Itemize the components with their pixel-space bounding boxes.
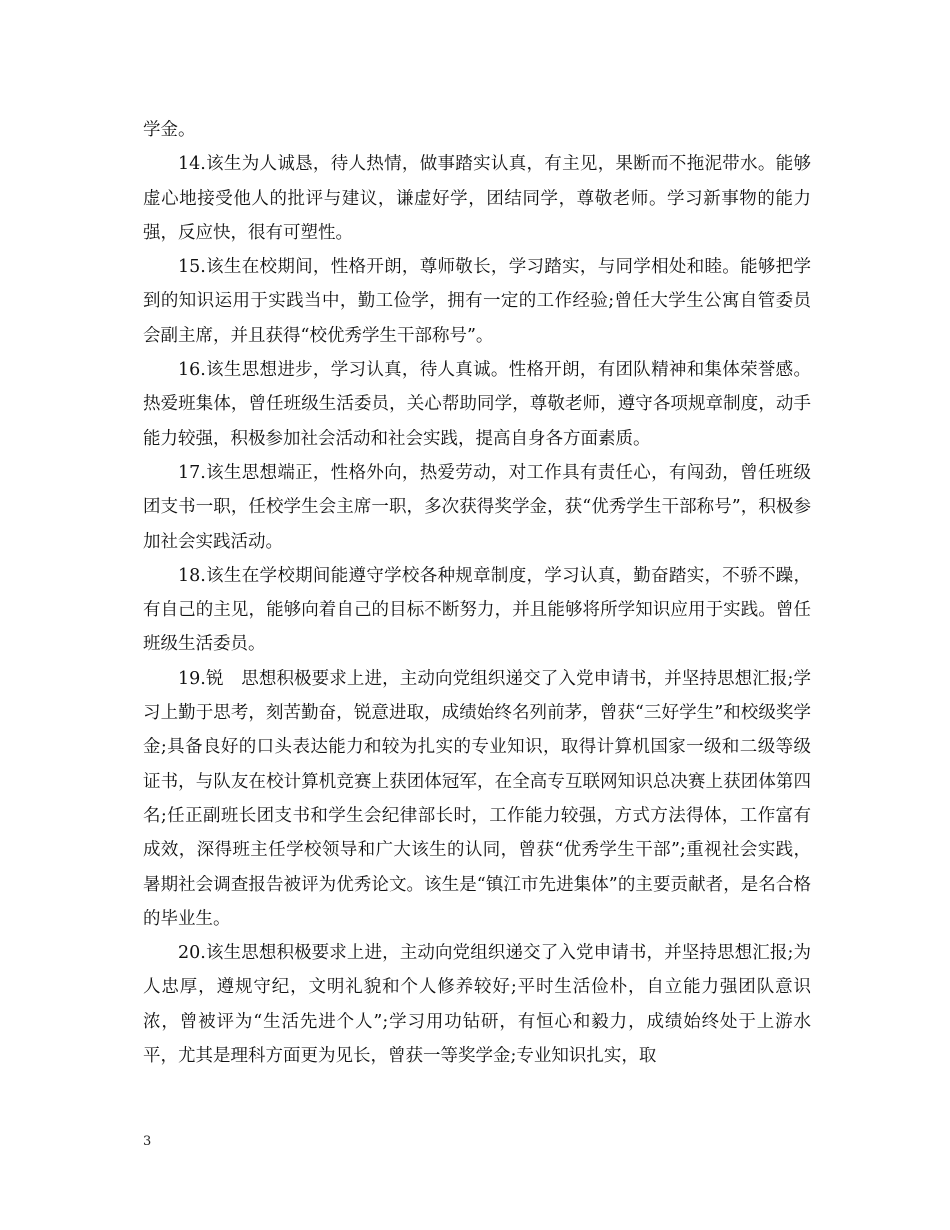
paragraph-item-19: 19.锐 思想积极要求上进，主动向党组织递交了入党申请书，并坚持思想汇报;学习上勤于思考，刻苦勤奋，锐意进取，成绩始终名列前茅，曾获“三好学生”和校级奖学金;具备良好的口头表达能力和较为扎实的专业知识，取得计算机国家一级和二级等级证书，与队友在校计算机竞赛上获团体冠军，在全高专互联网知识总决赛上获团体第四名;任正副班长团支书和学生会纪律部长时，工作能力较强，方式方法得体，工作富有成效，深得班主任学校领导和广大该生的认同，曾获“优秀学生干部”;重视社会实践，暑期社会调查报告被评为优秀论文。该生是“镇江市先进集体”的主要贡献者，是名合格的毕业生。: [143, 668, 811, 929]
document-body: [143, 113, 811, 1073]
paragraph-item-14: 14.该生为人诚恳，待人热情，做事踏实认真，有主见，果断而不拖泥带水。能够虚心地接受他人的批评与建议，谦虚好学，团结同学，尊敬老师。学习新事物的能力强，反应快，很有可塑性。: [143, 154, 811, 243]
paragraph-continuation: 学金。: [143, 120, 196, 140]
paragraph-item-17: 17.该生思想端正，性格外向，热爱劳动，对工作具有责任心，有闯劲，曾任班级团支书一职，任校学生会主席一职，多次获得奖学金，获“优秀学生干部称号”，积极参加社会实践活动。: [143, 462, 811, 552]
paragraph-item-20: 20.该生思想积极要求上进，主动向党组织递交了入党申请书，并坚持思想汇报;为人忠厚，遵规守纪，文明礼貌和个人修养较好;平时生活俭朴，自立能力强团队意识浓，曾被评为“生活先进个人”;学习用功钻研，有恒心和毅力，成绩始终处于上游水平，尤其是理科方面更为见长，曾获一等奖学金;专业知识扎实，取: [143, 943, 811, 1067]
page-number: 3: [143, 1134, 152, 1149]
paragraph-item-16: 16.该生思想进步，学习认真，待人真诚。性格开朗，有团队精神和集体荣誉感。热爱班集体，曾任班级生活委员，关心帮助同学，尊敬老师，遵守各项规章制度，动手能力较强，积极参加社会活动和社会实践，提高自身各方面素质。: [143, 360, 811, 449]
paragraph-item-18: 18.该生在学校期间能遵守学校各种规章制度，学习认真，勤奋踏实，不骄不躁，有自己的主见，能够向着自己的目标不断努力，并且能够将所学知识应用于实践。曾任班级生活委员。: [143, 565, 811, 655]
paragraph-item-15: 15.该生在校期间，性格开朗，尊师敬长，学习踏实，与同学相处和睦。能够把学到的知识运用于实践当中，勤工俭学，拥有一定的工作经验;曾任大学生公寓自管委员会副主席，并且获得“校优秀学生干部称号”。: [143, 257, 811, 346]
